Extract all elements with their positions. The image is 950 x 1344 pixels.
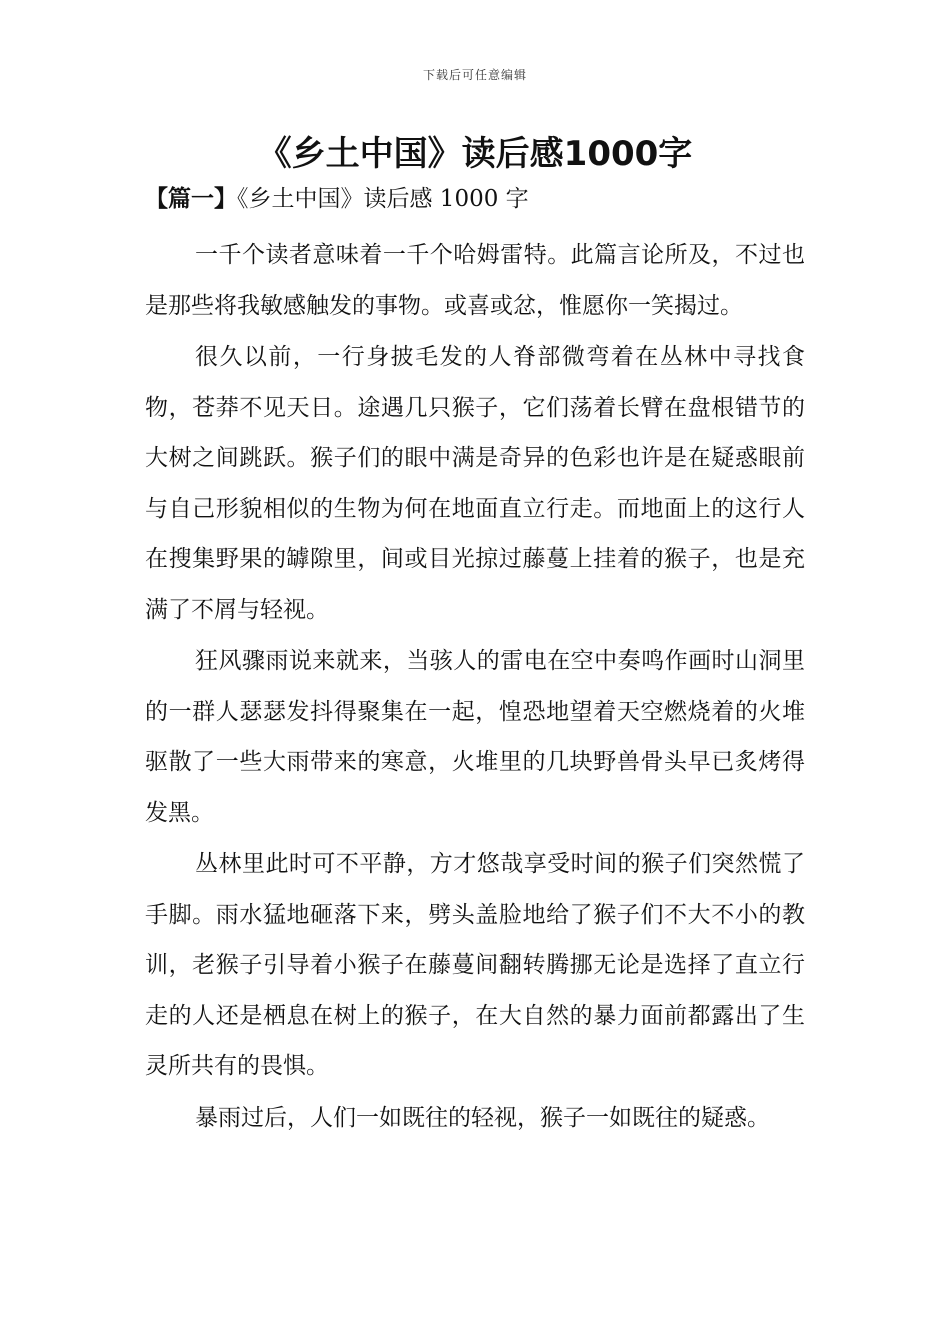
section-heading-text: 《乡土中国》读后感 1000 字 xyxy=(237,186,529,212)
section-label: 【篇一】 xyxy=(145,185,237,212)
paragraph: 很久以前，一行身披毛发的人脊部微弯着在丛林中寻找食物，苍莽不见天日。途遇几只猴子，它们荡着长臂在盘根错节的大树之间跳跃。猴子们的眼中满是奇异的色彩也许是在疑惑眼前与自己形貌相似的生物为何在地面直立行走。而地面上的这行人在搜集野果的罅隙里，间或目光掠过藤蔓上挂着的猴子，也是充满了不屑与轻视。 xyxy=(145,344,805,623)
paragraph: 暴雨过后，人们一如既往的轻视，猴子一如既往的疑惑。 xyxy=(195,1104,770,1131)
paragraph: 丛林里此时可不平静，方才悠哉享受时间的猴子们突然慌了手脚。雨水猛地砸落下来，劈头盖脸地给了猴子们不大不小的教训，老猴子引导着小猴子在藤蔓间翻转腾挪无论是选择了直立行走的人还是栖息在树上的猴子，在大自然的暴力面前都露出了生灵所共有的畏惧。 xyxy=(145,851,805,1079)
paragraph: 狂风骤雨说来就来，当骇人的雷电在空中奏鸣作画时山洞里的一群人瑟瑟发抖得聚集在一起，惶恐地望着天空燃烧着的火堆驱散了一些大雨带来的寒意，火堆里的几块野兽骨头早已炙烤得发黑。 xyxy=(145,648,805,826)
document-body xyxy=(145,230,805,1144)
header-note: 下载后可任意编辑 xyxy=(422,68,527,82)
section-heading xyxy=(145,182,825,216)
paragraph: 一千个读者意味着一千个哈姆雷特。此篇言论所及，不过也是那些将我敏感触发的事物。或喜或忿，惟愿你一笑揭过。 xyxy=(145,242,805,319)
document-title: 《乡土中国》读后感1000字 xyxy=(257,134,693,174)
